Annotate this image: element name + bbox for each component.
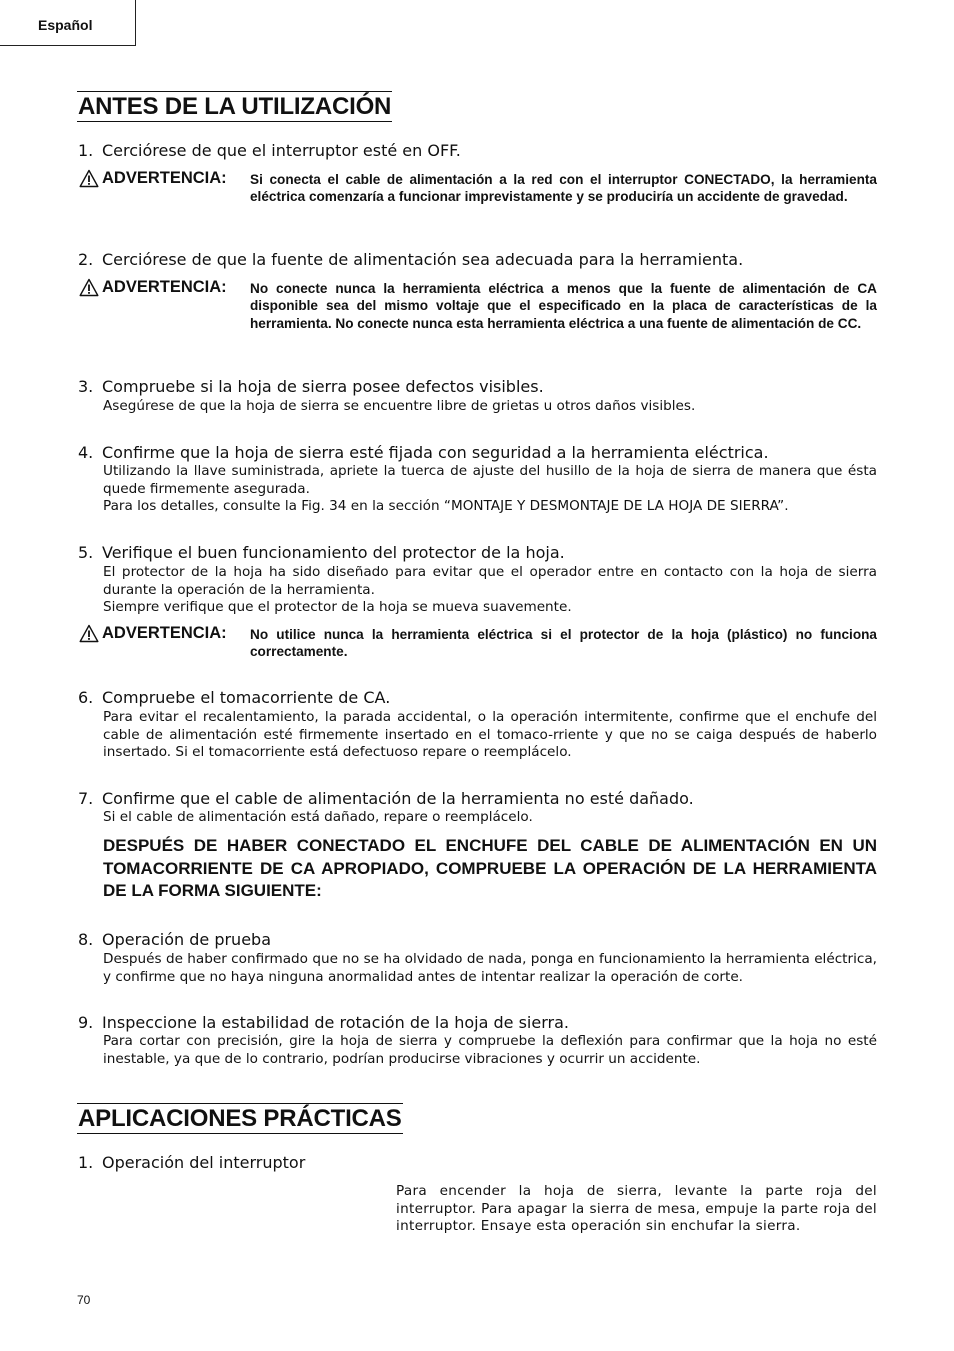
switch-operation-text: Para encender la hoja de sierra, levante la parte roja del interruptor. Para apagar la sierra de mesa, empuje la parte roja del interruptor. Ensaye esta operación sin enchufar la sierra. [396, 1183, 877, 1235]
item-description-2: Para los detalles, consulte la Fig. 34 en la sección “MONTAJE Y DESMONTAJE DE LA HOJA DE SIERRA”. [103, 498, 789, 514]
list-item-5 [78, 543, 876, 563]
item-title: Confirme que la hoja de sierra esté fijada con seguridad a la herramienta eléctrica. [102, 443, 769, 462]
item-title: Confirme que el cable de alimentación de la herramienta no esté dañado. [102, 789, 694, 808]
item-description: El protector de la hoja ha sido diseñado para evitar que el operador entre en contacto con la hoja de sierra durante la operación de la herramienta. [103, 564, 877, 598]
language-tab [0, 0, 136, 46]
item-number: 2. [78, 250, 94, 269]
item-title: Operación de prueba [102, 930, 271, 949]
item-description: Para evitar el recalentamiento, la parada accidental, o la operación intermitente, confirme que el enchufe del cable de alimentación esté firmemente insertado en el tomaco-rriente y que no se caiga después de haberlo insertado. Si el tomacorriente está defectuoso repare o reemplácelo. [103, 709, 877, 761]
list-item-1 [78, 141, 876, 161]
warning-triangle-icon [79, 278, 99, 297]
warning-block-1 [79, 169, 877, 249]
list-item-8 [78, 930, 876, 950]
warning-label: ADVERTENCIA: [79, 169, 227, 188]
item-title: Verifique el buen funcionamiento del protector de la hoja. [102, 543, 565, 562]
warning-text: No conecte nunca la herramienta eléctrica a menos que la fuente de alimentación de CA disponible sea del mismo voltaje que el especificado en la placa de características de la herramienta. No conecte nunca esta herramienta eléctrica a una fuente de alimentación de CC. [250, 281, 877, 331]
list-item-2 [78, 250, 876, 270]
item-description: Asegúrese de que la hoja de sierra se encuentre libre de grietas u otros daños visibles. [103, 398, 696, 414]
item-description-2: Siempre verifique que el protector de la hoja se mueva suavemente. [103, 599, 572, 615]
language-label: Español [38, 17, 93, 33]
list-item-7 [78, 789, 876, 809]
list-item-4 [78, 443, 876, 463]
applications-item-1 [78, 1153, 876, 1173]
warning-text: No utilice nunca la herramienta eléctrica si el protector de la hoja (plástico) no funciona correctamente. [250, 627, 877, 660]
section-title-aplicaciones: APLICACIONES PRÁCTICAS [78, 1105, 402, 1132]
item-number: 1. [78, 141, 94, 160]
warning-text: Si conecta el cable de alimentación a la red con el interruptor CONECTADO, la herramienta eléctrica comenzaría a funcionar imprevistamente y se produciría un accidente de gravedad. [250, 172, 877, 205]
item-description: Para cortar con precisión, gire la hoja de sierra y compruebe la deflexión para confirmar que la hoja no esté inestable, ya que de lo contrario, podrían producirse vibraciones y ocurrir un accidente. [103, 1033, 877, 1067]
item-number: 7. [78, 789, 94, 808]
item-title: Compruebe el tomacorriente de CA. [102, 688, 391, 707]
warning-label: ADVERTENCIA: [79, 624, 227, 643]
item-title: Cerciórese de que la fuente de alimentación sea adecuada para la herramienta. [102, 250, 744, 269]
item-number: 1. [78, 1153, 94, 1172]
item-number: 9. [78, 1013, 94, 1032]
page-number: 70 [77, 1293, 91, 1307]
warning-triangle-icon [79, 169, 99, 188]
item-description: Utilizando la llave suministrada, apriete la tuerca de ajuste del husillo de la hoja de sierra de manera que ésta quede firmemente asegurada. [103, 463, 877, 497]
warning-block-2 [79, 278, 877, 358]
item-number: 5. [78, 543, 94, 562]
warning-label: ADVERTENCIA: [79, 278, 227, 297]
warning-triangle-icon [79, 624, 99, 643]
item-description: Si el cable de alimentación está dañado, repare o reemplácelo. [103, 809, 533, 825]
item-number: 8. [78, 930, 94, 949]
list-item-3 [78, 377, 876, 397]
bold-instruction: DESPUÉS DE HABER CONECTADO EL ENCHUFE DEL CABLE DE ALIMENTACIÓN EN UN TOMACORRIENTE DE CA APROPIADO, COMPRUEBE LA OPERACIÓN DE LA HERRAMIENTA DE LA FORMA SIGUIENTE: [103, 836, 877, 900]
item-title: Operación del interruptor [102, 1153, 306, 1172]
item-number: 3. [78, 377, 94, 396]
item-number: 4. [78, 443, 94, 462]
item-number: 6. [78, 688, 94, 707]
section-title-antes: ANTES DE LA UTILIZACIÓN [78, 93, 392, 120]
item-description: Después de haber confirmado que no se ha olvidado de nada, ponga en funcionamiento la herramienta eléctrica, y confirme que no haya ninguna anormalidad antes de intentar realizar la operación de corte. [103, 951, 877, 985]
item-title: Compruebe si la hoja de sierra posee defectos visibles. [102, 377, 544, 396]
list-item-9 [78, 1013, 876, 1033]
list-item-6 [78, 688, 876, 708]
item-title: Cerciórese de que el interruptor esté en OFF. [102, 141, 461, 160]
item-title: Inspeccione la estabilidad de rotación de la hoja de sierra. [102, 1013, 569, 1032]
